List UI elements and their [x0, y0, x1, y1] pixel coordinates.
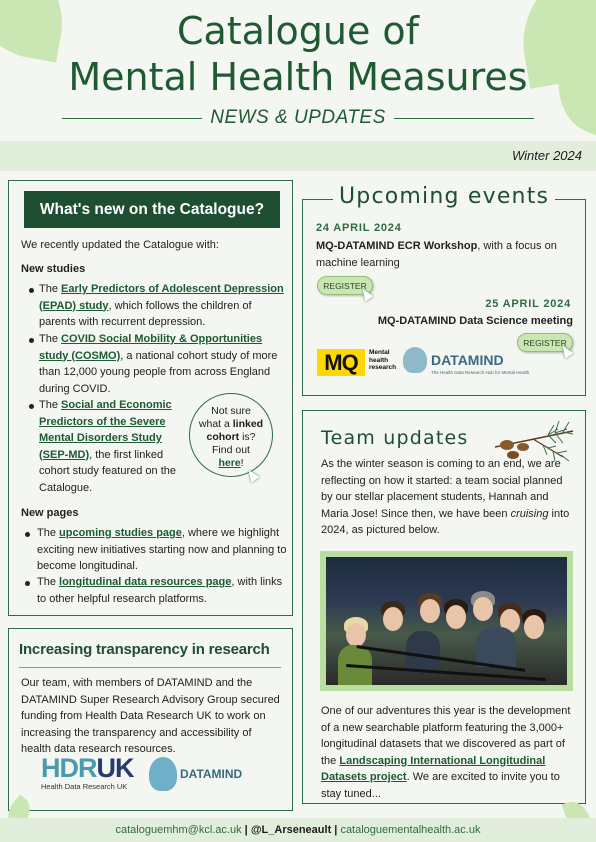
pages-heading: New pages [21, 507, 79, 519]
whats-new-intro: We recently updated the Catalogue with: [21, 239, 219, 251]
bullet [25, 532, 30, 537]
linked-cohort-bubble: Not sure what a linked cohort is? Find out here! [189, 393, 273, 477]
head-icon [403, 347, 427, 373]
title-line-2: Mental Health Measures [68, 55, 528, 99]
team-paragraph-2: One of our adventures this year is the development of a new searchable platform featuring the 3,000+ longitudinal datasets that we discovered as part of the Landscaping International Longitudinal Datasets project. We are excited to invite you to stay tuned... [321, 705, 571, 800]
mq-logo: MQ [317, 349, 365, 376]
longitudinal-resources-link[interactable]: longitudinal data resources page [59, 576, 232, 588]
team-paragraph-1: As the winter season is coming to an end, we are reflecting on how it started: a team social planned by our stellar placement students, Hannah and Maria Jose! Since then, we have been cruising into 2024, as pictured below. [321, 458, 570, 536]
events-panel [302, 184, 586, 396]
event-name: MQ-DATAMIND Data Science meeting [377, 315, 573, 327]
event-description: MQ-DATAMIND ECR Workshop, with a focus on machine learning [316, 240, 557, 269]
datamind-tagline: The Health Data Research Hub for Mental Health [431, 370, 530, 375]
mq-logo-text: Mental health research [369, 349, 397, 371]
register-button[interactable]: REGISTER [317, 276, 373, 295]
whats-new-panel [8, 180, 293, 616]
season-band [0, 141, 596, 171]
list-item: The Early Predictors of Adolescent Depression (EPAD) study, which follows the children of parents with recurrent depression. [39, 283, 284, 328]
event-date: 25 APRIL 2024 [485, 298, 571, 310]
subtitle-row [0, 106, 596, 130]
datamind-logo: DATAMIND [403, 347, 504, 373]
divider [394, 118, 534, 119]
list-item: The upcoming studies page, where we highlight exciting new initiatives starting now and planning to become longitudinal. [37, 527, 287, 572]
list-item: The longitudinal data resources page, with links to other helpful research platforms. [37, 576, 283, 605]
footer: cataloguemhm@kcl.ac.uk | @L_Arseneault | cataloguementalhealth.ac.uk [115, 824, 481, 836]
website-link[interactable]: cataloguementalhealth.ac.uk [340, 824, 481, 836]
landscaping-project-link[interactable]: Landscaping International Longitudinal Datasets project [321, 754, 546, 783]
transparency-body: Our team, with members of DATAMIND and the DATAMIND Super Research Advisory Group secured funding from Health Data Research UK to work on increasing the transparency and accessibility of health data research resources. [21, 677, 280, 755]
email-link[interactable]: cataloguemhm@kcl.ac.uk [115, 824, 242, 836]
transparency-panel [8, 628, 293, 811]
person-face [383, 607, 403, 631]
title-line-1: Catalogue of [176, 9, 420, 53]
team-photo [326, 557, 567, 685]
upcoming-studies-link[interactable]: upcoming studies page [59, 527, 182, 539]
studies-heading: New studies [21, 263, 86, 275]
cosmo-study-link[interactable]: COVID Social Mobility & Opportunities study (COSMO) [39, 333, 263, 362]
bullet [29, 404, 34, 409]
divider [62, 118, 202, 119]
person-face [420, 599, 440, 623]
person-face [524, 615, 544, 639]
transparency-title: Increasing transparency in research [19, 641, 270, 658]
hdruk-logo: HDRUK Health Data Research UK [41, 753, 134, 791]
datamind-logo: DATAMIND [149, 757, 242, 791]
team-panel [302, 410, 586, 804]
person-face [473, 597, 493, 621]
whats-new-title: What's new on the Catalogue? [24, 191, 280, 228]
bullet [29, 338, 34, 343]
team-photo-frame [320, 551, 573, 691]
team-title: Team updates [321, 427, 469, 449]
events-title: Upcoming events [333, 184, 555, 209]
register-button[interactable]: REGISTER [517, 333, 573, 352]
sep-md-study-link[interactable]: Social and Economic Predictors of the Severe Mental Disorders Study (SEP-MD) [39, 399, 172, 461]
divider [19, 667, 281, 668]
twitter-handle-link[interactable]: @L_Arseneault [250, 824, 332, 836]
head-icon [149, 757, 177, 791]
subtitle: NEWS & UPDATES [210, 107, 386, 128]
linked-cohort-link[interactable]: here [218, 457, 241, 469]
season-label: Winter 2024 [512, 148, 582, 163]
person-face [446, 605, 466, 629]
list-item: The COVID Social Mobility & Opportunities study (COSMO), a national cohort study of more than 12,000 young people from across England during COVID. [39, 333, 278, 395]
epad-study-link[interactable]: Early Predictors of Adolescent Depression (EPAD) study [39, 283, 284, 312]
bullet [25, 581, 30, 586]
person-face [346, 623, 366, 647]
bullet [29, 288, 34, 293]
event-date: 24 APRIL 2024 [316, 222, 402, 234]
list-item: The Social and Economic Predictors of the Severe Mental Disorders Study (SEP-MD), the first linked cohort study featured on the Catalogue. [39, 399, 176, 494]
page-title [0, 8, 596, 100]
